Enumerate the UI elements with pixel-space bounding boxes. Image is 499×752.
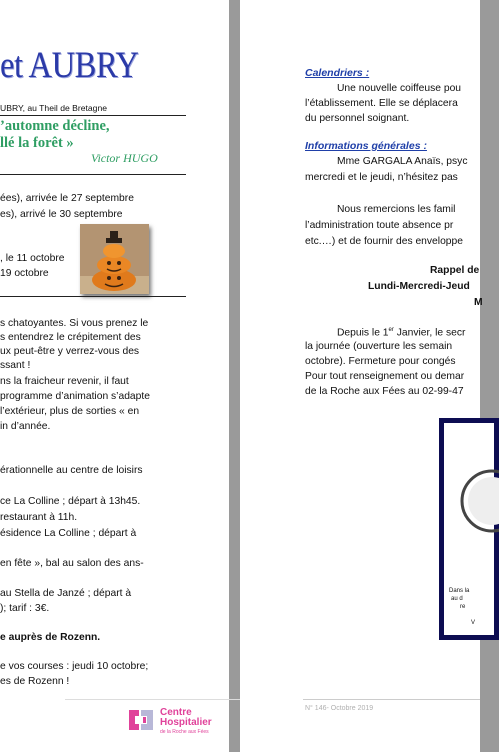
logo-line-3: de la Roche aux Fées: [160, 729, 209, 735]
date-line-1: , le 11 octobre: [0, 253, 65, 264]
poster-text-4: V: [471, 620, 476, 626]
logo-line-1: Centre: [160, 707, 192, 718]
para3-line-2: es de Rozenn !: [0, 676, 70, 687]
poster-inner: [444, 423, 494, 635]
logo-line-2: Hospitalier: [160, 717, 212, 728]
calendriers-line-2: l’établissement. Elle se déplacera: [305, 98, 458, 109]
bold-line: e auprès de Rozenn.: [0, 632, 101, 643]
para1-line-6: programme d’animation s’adapte: [0, 391, 150, 402]
quote-author: Victor HUGO: [91, 151, 158, 165]
title-rule: [0, 115, 186, 116]
remercions-line-2: l’administration toute absence pr: [305, 220, 454, 231]
rappel-title: Rappel de: [430, 265, 480, 276]
remercions-line-1: Nous remercions les famil: [337, 204, 456, 215]
para1-line-3: ux peut-être y verrez-vous des: [0, 346, 140, 357]
left-page: [0, 0, 229, 752]
infos-line-1: Mme GARGALA Anaïs, psyc: [337, 156, 468, 167]
para2-line-10: ); tarif : 3€.: [0, 603, 50, 614]
poster-text-2: au d: [451, 596, 463, 602]
calendriers-line-1: Une nouvelle coiffeuse pou: [337, 83, 462, 94]
para2-line-7: en fête », bal au salon des ans-: [0, 558, 144, 569]
secr-line-1: Depuis le 1er Janvier, le secr: [337, 327, 466, 339]
rappel-days: Lundi-Mercredi-Jeud: [368, 281, 470, 292]
para1-line-7: l’extérieur, plus de sorties « en: [0, 406, 140, 417]
calendriers-line-3: du personnel soignant.: [305, 113, 410, 124]
para1-line-2: s entendrez le crépitement des: [0, 332, 141, 343]
para1-line-8: in d’année.: [0, 421, 51, 432]
secr-line-3: octobre). Fermeture pour congés: [305, 356, 456, 367]
para1-line-5: ns la fraicheur revenir, il faut: [0, 376, 129, 387]
footer-issue: N° 146- Octobre 2019: [305, 705, 374, 712]
pumpkin-photo: [80, 224, 149, 294]
poster-text-3: re: [460, 604, 466, 610]
hospital-logo-icon: [127, 706, 155, 734]
remercions-line-3: etc.…) et de fournir des enveloppe: [305, 236, 463, 247]
calendriers-heading: Calendriers :: [305, 67, 370, 79]
section-rule: [0, 296, 186, 297]
para2-line-9: au Stella de Janzé ; départ à: [0, 588, 132, 599]
newsletter-title: et AUBRY: [0, 45, 139, 86]
date-line-2: 19 octobre: [0, 268, 49, 279]
infos-line-2: mercredi et le jeudi, n’hésitez pas: [305, 172, 458, 183]
newsletter-subtitle: UBRY, au Theil de Bretagne: [0, 103, 108, 113]
poster-text-1: Dans la: [449, 588, 470, 594]
secr-line-4: Pour tout renseignement ou demar: [305, 371, 465, 382]
para2-line-3: ce La Colline ; départ à 13h45.: [0, 496, 141, 507]
infos-heading: Informations générales :: [305, 140, 427, 152]
secr-line-5: de la Roche aux Fées au 02-99-47: [305, 386, 464, 397]
para2-line-1: érationnelle au centre de loisirs: [0, 465, 143, 476]
quote-line-2: llé la forêt »: [0, 135, 74, 151]
para2-line-4: restaurant à 11h.: [0, 512, 78, 523]
arrival-line-1: ées), arrivée le 27 septembre: [0, 193, 134, 204]
right-page: [240, 0, 483, 752]
para1-line-4: ssant !: [0, 360, 31, 371]
para2-line-5: ésidence La Colline ; départ à: [0, 528, 137, 539]
arrival-line-2: es), arrivé le 30 septembre: [0, 209, 123, 220]
secr-line-2: la journée (ouverture les semain: [305, 341, 453, 352]
quote-line-1: ’automne décline,: [0, 118, 110, 134]
para3-line-1: e vos courses : jeudi 10 octobre;: [0, 661, 149, 672]
rappel-m: M: [474, 297, 483, 308]
quote-rule: [0, 174, 186, 175]
footer-rule-right: [303, 699, 480, 700]
footer-rule: [65, 699, 240, 700]
para1-line-1: s chatoyantes. Si vous prenez le: [0, 318, 149, 329]
